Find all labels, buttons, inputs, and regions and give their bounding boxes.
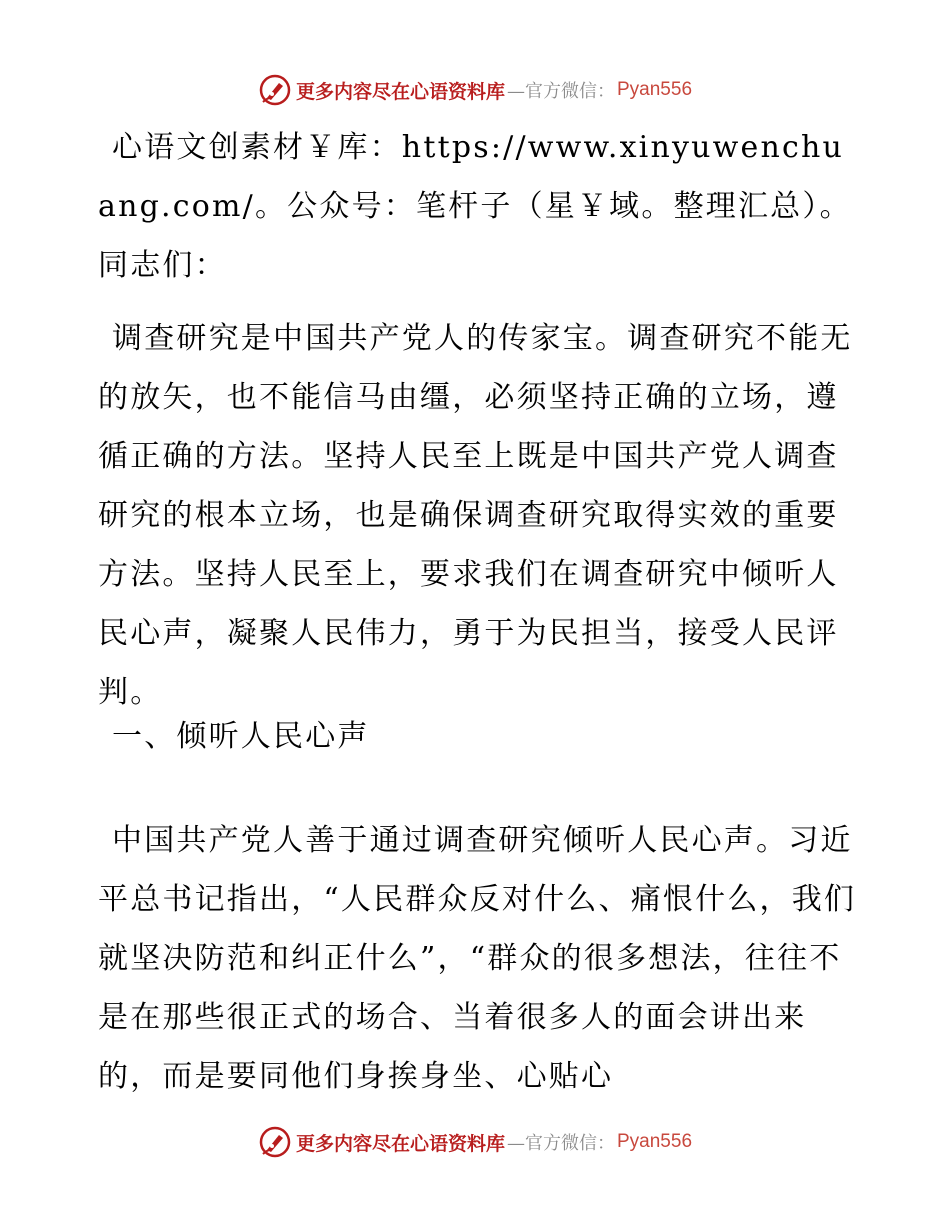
footer-watermark	[0, 1122, 950, 1162]
body-paragraph-1: 调查研究是中国共产党人的传家宝。调查研究不能无的放矢，也不能信马由缰，必须坚持正确的立场，遵循正确的方法。坚持人民至上既是中国共产党人调查研究的根本立场，也是确保调查研究取得实效的重要方法。坚持人民至上，要求我们在调查研究中倾听人民心声，凝聚人民伟力，勇于为民担当，接受人民评判。	[98, 321, 853, 710]
watermark-grey-text: —官方微信：	[507, 1133, 615, 1154]
section-heading: 一、倾听人民心声	[112, 719, 370, 754]
intro-paragraph: 心语文创素材￥库：https://www.xinyuwenchuang.com/。公众号：笔杆子（星￥域。整理汇总）。同志们：	[98, 130, 852, 283]
pen-nib-logo-icon	[258, 1125, 292, 1159]
pen-nib-logo-icon	[258, 73, 292, 107]
watermark-wechat-id: Pyan556	[617, 79, 693, 100]
body-paragraph-2: 中国共产党人善于通过调查研究倾听人民心声。习近平总书记指出，“人民群众反对什么、痛恨什么，我们就坚决防范和纠正什么”，“群众的很多想法，往往不是在那些很正式的场合、当着很多人的面会讲出来的，而是要同他们身挨身坐、心贴心	[98, 823, 857, 1094]
watermark-wechat-id: Pyan556	[617, 1131, 693, 1152]
header-watermark	[0, 70, 950, 110]
watermark-red-text: 更多内容尽在心语资料库	[295, 80, 505, 103]
watermark-red-text: 更多内容尽在心语资料库	[295, 1132, 505, 1155]
watermark-grey-text: —官方微信：	[507, 81, 615, 102]
